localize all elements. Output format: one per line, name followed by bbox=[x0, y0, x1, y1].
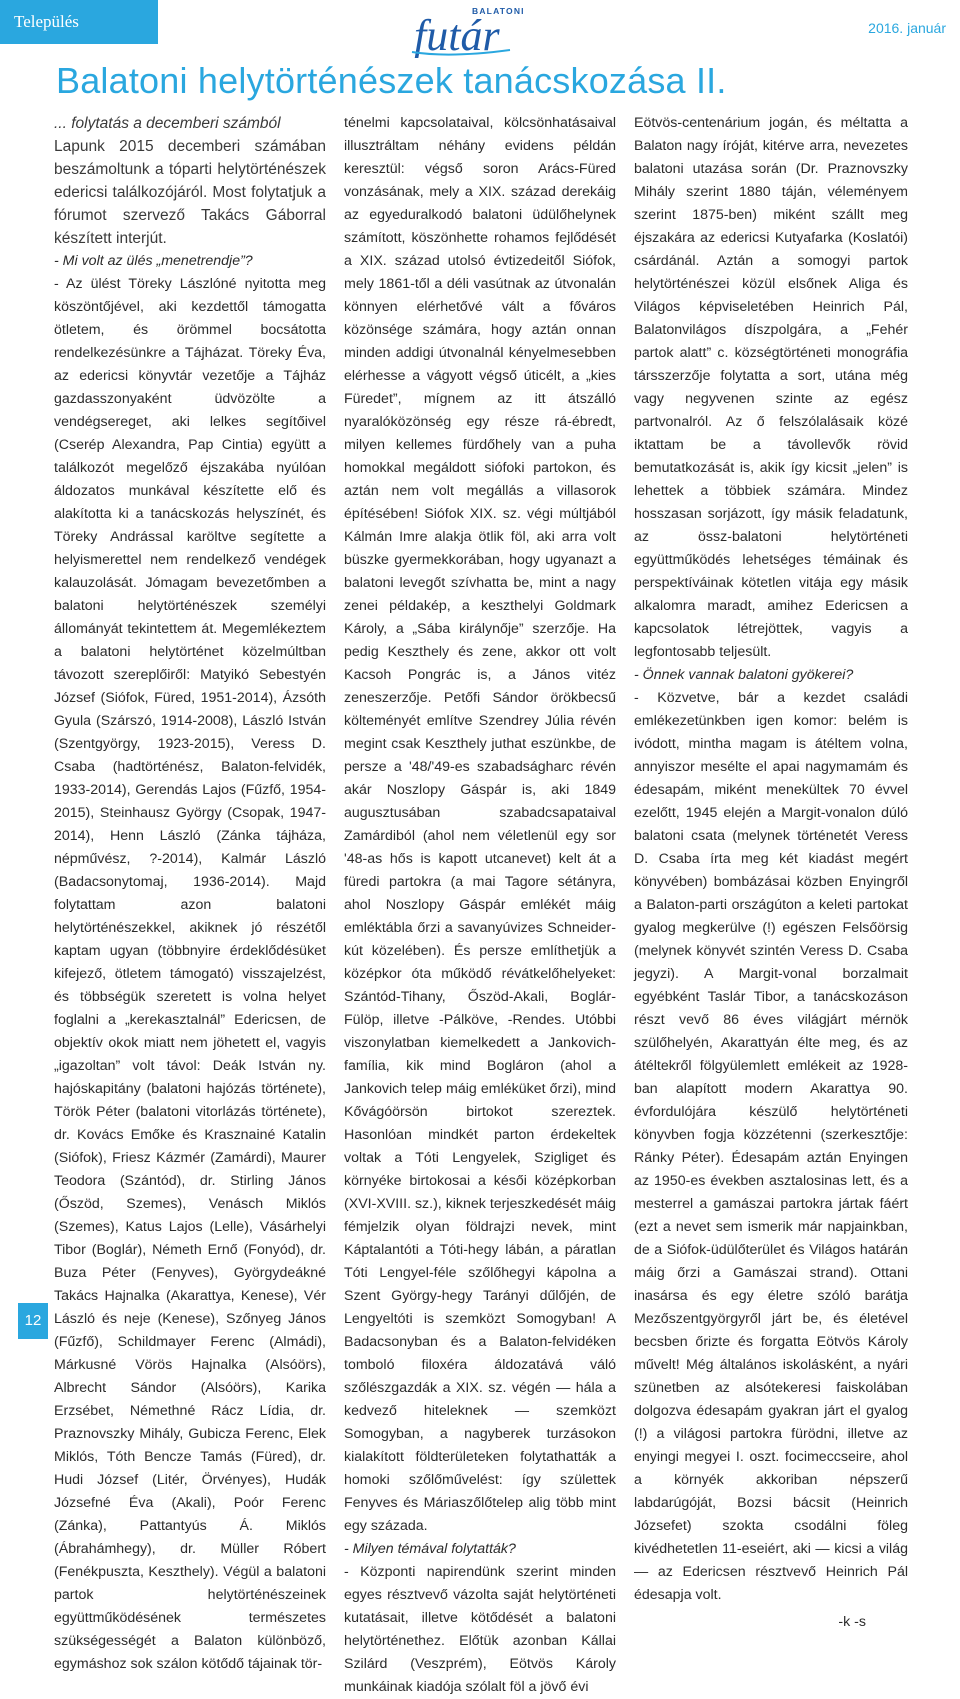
article-column-1 bbox=[54, 112, 326, 1676]
author-signature: -k -s bbox=[838, 1614, 866, 1630]
logo-top-text: BALATONI bbox=[472, 6, 525, 16]
interview-answer: - Központi napirendünk szerint minden egyes résztvevő vázolta saját helytörténeti kutatásait, illetve kötődését a balatoni helytörténethez. Előtük azonban Kállai Szilárd (Veszprém), Eötvös Károly munkáinak kiadója szólalt föl a jövő évi bbox=[344, 1564, 616, 1695]
continuation-note: ... folytatás a decemberi számból bbox=[54, 115, 281, 132]
lead-paragraph: Lapunk 2015 decemberi számában beszámoltunk a tóparti helytörténészek edericsi találkozójáról. Most folytatjuk a fórumot szervező Takács Gáborral készített interjút. bbox=[54, 138, 326, 247]
interview-question: - Önnek vannak balatoni gyökerei? bbox=[634, 667, 854, 683]
body-paragraph: Eötvös-centenárium jogán, és méltatta a Balaton nagy íróját, kitérve arra, nevezetes balatoni utazása során (Dr. Praznovszky Mihály szerint 1880 táján, véleményem szerint 1875-ben) miként szállt meg éjszakára az edericsi Kutyafarka (Koslatói) csárdánál. Aztán a somogyi partok helytörténészei közül elsőnek Aliga és Világos képviseletében Heinrich Pál, Balatonvilágos díszpolgára, a „Fehér partok alatt” c. községtörténeti monográfia társszerzője folytatta a sort, utána még vagy negyvenen szinte az egész partvonalról. Az ő felszólalásaik közé iktattam be a távollevők rövid bemutatkozását is, akik így kicsit „jelen” is lehettek a többiek számára. Mindez hosszasan sorjázott, így másik feladatunk, az össz-balatoni helytörténeti együttműködés lehetséges témáinak és perspektíváinak kötetlen vitája egy másik alkalomra maradt, amihez Edericsen a kapcsolatok létrejöttek, vagyis a legfontosabb teljesült. bbox=[634, 115, 908, 660]
article-title: Balatoni helytörténészek tanácskozása II. bbox=[56, 60, 727, 101]
logo-main-text: futár bbox=[414, 11, 500, 58]
article-column-3 bbox=[634, 112, 908, 1634]
interview-answer: - Az ülést Töreky Lászlóné nyitotta meg köszöntőjével, aki kezdettől támogatta ötletem, és örömmel bocsátotta rendelkezésünkre a Tájházat. Töreky Éva, az edericsi könyvtár vezetője a Tájház gazdasszonyaként üdvözölte a vendégsereget, aki lelkes segítőivel (Cserép Alexandra, Pap Cintia) együtt a találkozót megelőző éjszakába nyúlóan áldozatos munkával készítette elő és alakította ki a tanácskozás helyszínét, és Töreky Andrással karöltve segítette a helyismerettel nem rendelkező vendégek kalauzolását. Jómagam bevezetőmben a balatoni helytörténészek személyi állományát tekintettem át. Megemlékeztem a balatoni helytörténet közelmúltban távozott szereplőiről: Matyikó Sebestyén József (Siófok, Füred, 1951-2014), Ázsóth Gyula (Szárszó, 1914-2008), László István (Szentgyörgy, 1923-2015), Veress D. Csaba (hadtörténész, Balaton-felvidék, 1933-2014), Gerendás Lajos (Fűzfő, 1954-2015), Steinhausz György (Csopak, 1947-2014), Henn László (Zánka tájháza, népművész, ?-2014), Kalmár László (Badacsonytomaj, 1936-2014). Majd folytattam azon balatoni helytörténészekkel, akiknek jó részétől kaptam ugyan (többnyire érdeklődésüket kifejező, ötletem támogató) visszajelzést, és többségük szeretett is volna helyet foglalni a „kerekasztalnál” Edericsen, de objektív okok miatt nem jöhetett el, vagyis „igazoltan” volt távol: Deák István ny. hajóskapitány (balatoni hajózás története), Török Péter (balatoni vitorlázás története), dr. Kovács Emőke és Krasznainé Katalin (Siófok), Friesz Kázmér (Zamárdi), Maurer Teodora (Szántód), dr. Stirling János (Őszöd, Szemes), Venásch Miklós (Szemes), Katus Lajos (Lelle), Vásárhelyi Tibor (Boglár), Németh Ernő (Fonyód), dr. Buza Péter (Fenyves), Györgydeákné Takács Hajnalka (Akarattya, Kenese), Vér László és neje (Kenese), Szőnyeg János (Fűzfő), Schildmayer Ferenc (Almádi), Márkusné Vörös Hajnalka (Alsóörs), Albrecht Sándor (Alsóörs), Karika Erzsébet, Némethné Rácz Lídia, dr. Praznovszky Mihály, Gubicza Ferenc, Elek Miklós, Tóth Bencze Tamás (Füred), dr. Hudi József (Litér, Örvényes), Hudák Józsefné Éva (Akali), Poór Ferenc (Zánka), Pattantyús Á. Miklós (Ábrahámhegy), dr. Müller Róbert (Fenékpuszta, Keszthely). Végül a balatoni partok helytörténészeinek együttműködésének természetes szükségességét a Balaton különböző, egymáshoz sok szálon kötődő tájainak tör- bbox=[54, 276, 326, 1672]
page-number: 12 bbox=[18, 1303, 48, 1339]
section-tab: Település bbox=[0, 0, 158, 44]
interview-answer: - Közvetve, bár a kezdet családi emlékezetünkben igen komor: belém is ivódott, mintha magam is átéltem volna, annyiszor mesélte el apai nagymamám és édesapám, miként menekültek 70 évvel ezelőtt, 1945 elején a Margit-vonalon dúló balatoni csata (melynek történetét Veress D. Csaba írta meg két kiadást megért könyvében) bombázásai közben Enyingről a Balaton-parti országúton a keleti partokat gyalog megkerülve (!) egészen Felsőörsig (melynek könyvét szintén Veress D. Csaba jegyzi). A Margit-vonal borzalmait egyébként Taslár Tibor, a tanácskozáson részt vevő 86 éves világjárt mérnök szülőhelyén, Akarattyán élte meg, és az átéltekről fölgyülemlett emlékeit az 1928-ban alapított modern Akarattya 90. évfordulójára készülő helytörténeti könyvben fogja közzétenni (szerkesztője: Ránky Péter). Édesapám aztán Enyingen az 1950-es években asztalosinas lett, és a mesterrel a gamászai partokra jártak fáért (ezt a nevet sem ismerik már napjainkban, de a Siófok-üdülőterület és Világos határán máig őrzi a Gamászai strand). Ottani inasársa és egy életre szóló barátja Mezőszentgyörgyről járt be, és életével becsben őrizte és forgatta Eötvös Károly művelt! Még általános iskolásként, a nyári szünetben az alsótekeresi faiskolában dolgozva édesapám gyakran járt el gyalog (!) a világosi partokra fürödni, illetve az enyingi megyei I. oszt. focimeccseire, ahol a környék akkoriban népszerű labdarúgóját, Bozsi bácsit (Heinrich Józsefet) szokta csodálni föleg kivédhetetlen 11-eseiért, aki — kicsi a világ — az Edericsen résztvevő Heinrich Pál édesapja volt. bbox=[634, 690, 908, 1603]
publication-logo bbox=[410, 2, 560, 58]
interview-question: - Mi volt az ülés „menetrendje”? bbox=[54, 253, 253, 269]
issue-date: 2016. január bbox=[868, 20, 946, 36]
body-paragraph: ténelmi kapcsolataival, kölcsönhatásaival illusztráltam néhány evidens példán keresztül: végső soron Arács-Füred vonzásának, mely a XIX. század derekáig az egyeduralkodó balatoni üdülőhelynek számított, köszönhette rohamos fejlődését a XIX. század utolsó évtizedeitől Siófok, mely 1861-től a déli vasútnak az útvonalán könnyen elérhetővé vált a főváros közönsége számára, hogy aztán onnan minden addigi útvonalnál kényelmesebben elérhesse a vágyott végső úticélt, a „kies Füredet”, mígnem az itt átszálló nyaralóközönség egy része rá-ébredt, milyen kellemes fürdőhely van a puha homokkal megáldott siófoki partokon, és aztán nem volt megállás a villasorok építésében! Siófok XIX. sz. végi múltjából Kálmán Imre alakja ötlik föl, aki arra volt büszke gyermekkorában, hogy ugyanazt a balatoni levegőt szívhatta be, mint a nagy zenei példakép, a keszthelyi Goldmark Károly, a „Sába királynője” szerzője. Ha pedig Keszthely és zene, akkor ott volt Kacsoh Pongrác is, a János vitéz zeneszerzője. Petőfi Sándor örökbecsű költeményét említve Szendrey Júlia révén megint csak Keszthely juthat eszünkbe, de persze a '48/'49-es szabadságharc révén akár Noszlopy Gáspár is, aki 1849 augusztusában szabadcsapataival Zamárdiból (ahol nem véletlenül egy sor '48-as hős is kapott utcanevet) kelt át a füredi partokra (a mai Tagore sétányra, ahol Noszlopy Gáspár emlékét máig emléktábla őrzi a savanyúvizes Schneider-kút közelében). És persze említhetjük a középkor óta működő révátkelőhelyeket: Szántód-Tihany, Őszöd-Akali, Boglár-Fülöp, illetve -Pálköve, -Rendes. Utóbbi viszonylatban kiemelkedett a Jankovich-família, kik mind Bogláron (ahol a Jankovich telep máig emléküket őrzi), mind Kővágóörsön birtokot szereztek. Hasonlóan mindkét parton érdekeltek voltak a Tóti Lengyelek, Szigliget és környéke birtokosai a késői középkorban (XVI-XVIII. sz.), kiknek terjeszkedését máig fémjelzik olyan földrajzi nevek, mint Káptalantóti a Tóti-hegy lábán, a páratlan Tóti Lengyel-féle szőlőhegyi kápolna a Szent György-hegy Tarányi dűlőjén, de Lengyeltóti is szemközt Somogyban! A Badacsonyban és a Balaton-felvidéken tomboló filoxéra áldozatává váló szőlészgazdák a XIX. sz. végén — hála a kedvező hiteleknek — szemközt Somogyban, a nagyberek turzásokon kialakított földterületeken folytathatták a homoki szőlőművelést: így születtek Fenyves és Máriaszőlőtelep alig több mint egy százada. bbox=[344, 115, 617, 1534]
article-column-2 bbox=[344, 112, 616, 1699]
interview-question: - Milyen témával folytatták? bbox=[344, 1541, 516, 1557]
